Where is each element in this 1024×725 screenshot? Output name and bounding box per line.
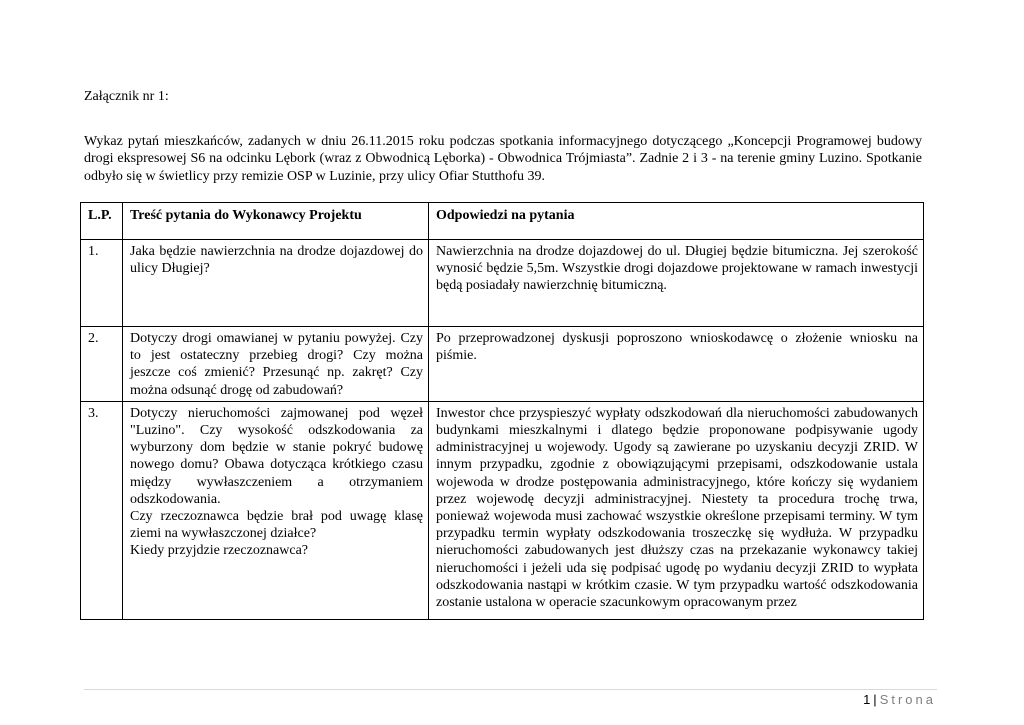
- question-paragraph: Czy rzeczoznawca będzie brał pod uwagę klasę ziemi na wywłaszczonej działce?: [130, 509, 423, 542]
- answer-cell: Po przeprowadzonej dyskusji poproszono wnioskodawcę o złożenie wniosku na piśmie.: [429, 327, 924, 402]
- row-number: 2.: [81, 327, 123, 402]
- question-paragraph: Kiedy przyjdzie rzeczoznawca?: [130, 543, 308, 559]
- table-header-row: [81, 203, 924, 240]
- page-footer: [863, 692, 936, 708]
- row-number: 1.: [81, 240, 123, 327]
- question-cell: [123, 401, 429, 619]
- intro-paragraph: Wykaz pytań mieszkańców, zadanych w dniu 26.11.2015 roku podczas spotkania informacyjnego dotyczącego „Koncepcji Programowej budowy drogi ekspresowej S6 na odcinku Lębork (wraz z Obwodnicą Lęborka) - Obwodnica Trójmiasta”. Zadnie 2 i 3 - na terenie gminy Luzino. Spotkanie odbyło się w świetlicy przy remizie OSP w Luzinie, przy ulicy Ofiar Stutthofu 39.: [84, 134, 922, 184]
- table-row: [81, 401, 924, 619]
- answer-cell: [429, 401, 924, 619]
- page-label: Strona: [879, 692, 936, 707]
- question-cell: Dotyczy drogi omawianej w pytaniu powyżej. Czy to jest ostateczny przebieg drogi? Czy można jeszcze coś zmienić? Przesunąć np. zakręt? Czy można odsunąć drogę od zabudowań?: [123, 327, 429, 402]
- table-row: [81, 240, 924, 327]
- page-number: 1: [863, 692, 871, 707]
- header-answer: Odpowiedzi na pytania: [429, 203, 924, 240]
- answer-text: Inwestor chce przyspieszyć wypłaty odszkodowań dla nieruchomości zabudowanych budynkami mieszkalnymi i dlatego będzie proponowane podpisywanie ugody administracyjnej u wojewody. Ugody są zawierane po uzyskaniu decyzji ZRID. W innym przypadku, zgodnie z obowiązującymi przepisami, odszkodowanie ustala wojewoda w drodze postępowania administracyjnego, które kończy się wydaniem przez wojewodę decyzji administracyjnej. Niestety ta procedura trochę trwa, ponieważ wojewoda musi zachować wszystkie określone przepisami terminy. W tym przypadku termin wypłaty odszkodowania troszeczkę się wydłuża. W przypadku nieruchomości zabudowanych jest dłuższy czas na przekazanie wykonawcy takiej nieruchomości i jeżeli uda się podpisać ugodę po wydaniu decyzji ZRID to wypłata odszkodowania nastąpi w krótkim czasie. W tym przypadku wartość odszkodowania zostanie ustalona w operacie szacunkowym opracowanym przez: [436, 405, 918, 611]
- answer-cell: Nawierzchnia na drodze dojazdowej do ul. Długiej będzie bitumiczna. Jej szerokość wynosić będzie 5,5m. Wszystkie drogi dojazdowe projektowane w ramach inwestycji będą posiadały nawierzchnię bitumiczną.: [429, 240, 924, 327]
- footer-separator: |: [873, 692, 877, 707]
- questions-table: [80, 202, 924, 620]
- question-paragraph: Dotyczy nieruchomości zajmowanej pod węzeł "Luzino". Czy wysokość odszkodowania za wyburzony dom będzie w stanie pokryć budowę nowego domu? Obawa dotycząca krótkiego czasu między wywłaszczeniem a otrzymaniem odszkodowania.: [130, 405, 423, 507]
- footer-divider: [84, 689, 937, 690]
- table-row: [81, 327, 924, 402]
- question-cell: Jaka będzie nawierzchnia na drodze dojazdowej do ulicy Długiej?: [123, 240, 429, 327]
- attachment-title: Załącznik nr 1:: [84, 89, 169, 104]
- header-lp: L.P.: [81, 203, 123, 240]
- row-number: 3.: [81, 401, 123, 619]
- header-question: Treść pytania do Wykonawcy Projektu: [123, 203, 429, 240]
